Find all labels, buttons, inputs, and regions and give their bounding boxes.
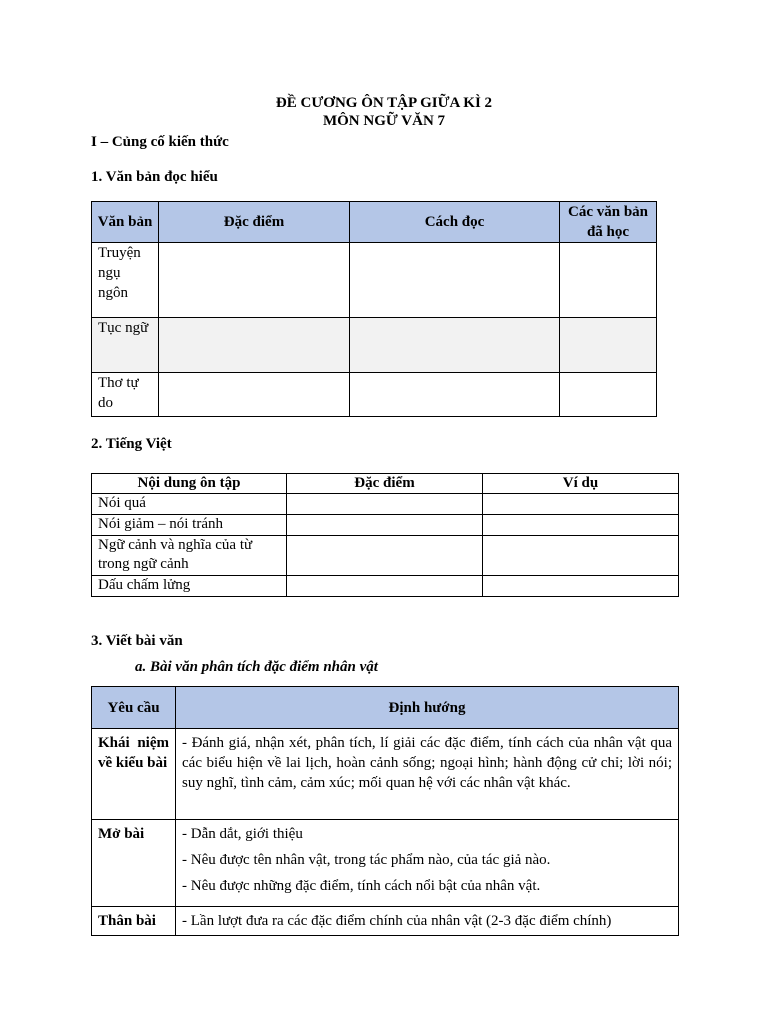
col-header-review-content: Nội dung ôn tập bbox=[92, 474, 287, 494]
writing-table bbox=[91, 686, 679, 936]
introduction-cell bbox=[176, 820, 679, 907]
table-cell bbox=[287, 536, 483, 576]
table-cell bbox=[483, 576, 679, 597]
table-cell bbox=[560, 243, 657, 318]
table-cell bbox=[483, 515, 679, 536]
subsection-vietnamese: 2. Tiếng Việt bbox=[91, 436, 172, 452]
table-cell bbox=[560, 373, 657, 417]
introduction-line: - Nêu được tên nhân vật, trong tác phẩm nào, của tác giả nào. bbox=[182, 852, 551, 868]
reading-table bbox=[91, 201, 657, 417]
col-header-text: Văn bản bbox=[92, 202, 159, 243]
introduction-line: - Nêu được những đặc điểm, tính cách nổi bật của nhân vật. bbox=[182, 878, 541, 894]
col-header-reading-method: Cách đọc bbox=[350, 202, 560, 243]
section-heading-1: I – Củng cố kiến thức bbox=[91, 134, 229, 150]
table-cell bbox=[350, 318, 560, 373]
row-label-introduction: Mở bài bbox=[92, 820, 176, 907]
subsection-reading: 1. Văn bản đọc hiểu bbox=[91, 169, 218, 185]
table-cell bbox=[159, 243, 350, 318]
row-label-proverb: Tục ngữ bbox=[92, 318, 159, 373]
table-cell bbox=[287, 515, 483, 536]
definition-text: - Đánh giá, nhận xét, phân tích, lí giải các đặc điểm, tính cách của nhân vật qua các biểu hiện về lai lịch, hoàn cảnh sống; ngoại hình; hành động cử chỉ; lời nói; suy nghĩ, tình cảm, cảm xúc; mối quan hệ với các nhân vật khác. bbox=[176, 729, 679, 820]
table-cell bbox=[287, 576, 483, 597]
table-cell bbox=[560, 318, 657, 373]
introduction-line: - Dẫn dắt, giới thiệu bbox=[182, 826, 303, 842]
body-text: - Lần lượt đưa ra các đặc điểm chính của nhân vật (2-3 đặc điểm chính) bbox=[176, 907, 679, 936]
table-cell bbox=[159, 373, 350, 417]
table-cell bbox=[159, 318, 350, 373]
col-header-orientation: Định hướng bbox=[176, 687, 679, 729]
subsection-writing: 3. Viết bài văn bbox=[91, 633, 183, 649]
table-cell bbox=[483, 494, 679, 515]
col-header-studied-texts: Các văn bản đã học bbox=[560, 202, 657, 243]
row-label-ellipsis: Dấu chấm lửng bbox=[92, 576, 287, 597]
col-header-features: Đặc điểm bbox=[159, 202, 350, 243]
col-header-features: Đặc điểm bbox=[287, 474, 483, 494]
row-label-free-verse: Thơ tự do bbox=[92, 373, 159, 417]
row-label-definition: Khái niệm về kiểu bài bbox=[92, 729, 176, 820]
row-label-hyperbole: Nói quá bbox=[92, 494, 287, 515]
row-label-fable: Truyện ngụ ngôn bbox=[92, 243, 159, 318]
row-label-context: Ngữ cảnh và nghĩa của từ trong ngữ cảnh bbox=[92, 536, 287, 576]
table-cell bbox=[287, 494, 483, 515]
table-cell bbox=[350, 243, 560, 318]
row-label-euphemism: Nói giảm – nói tránh bbox=[92, 515, 287, 536]
vietnamese-table bbox=[91, 473, 679, 597]
subsection-writing-a: a. Bài văn phân tích đặc điểm nhân vật bbox=[135, 659, 378, 675]
col-header-requirement: Yêu cầu bbox=[92, 687, 176, 729]
document-title: ĐỀ CƯƠNG ÔN TẬP GIỮA KÌ 2 bbox=[275, 95, 493, 111]
row-label-body: Thân bài bbox=[92, 907, 176, 936]
col-header-examples: Ví dụ bbox=[483, 474, 679, 494]
document-subtitle: MÔN NGỮ VĂN 7 bbox=[322, 113, 446, 129]
table-cell bbox=[483, 536, 679, 576]
table-cell bbox=[350, 373, 560, 417]
